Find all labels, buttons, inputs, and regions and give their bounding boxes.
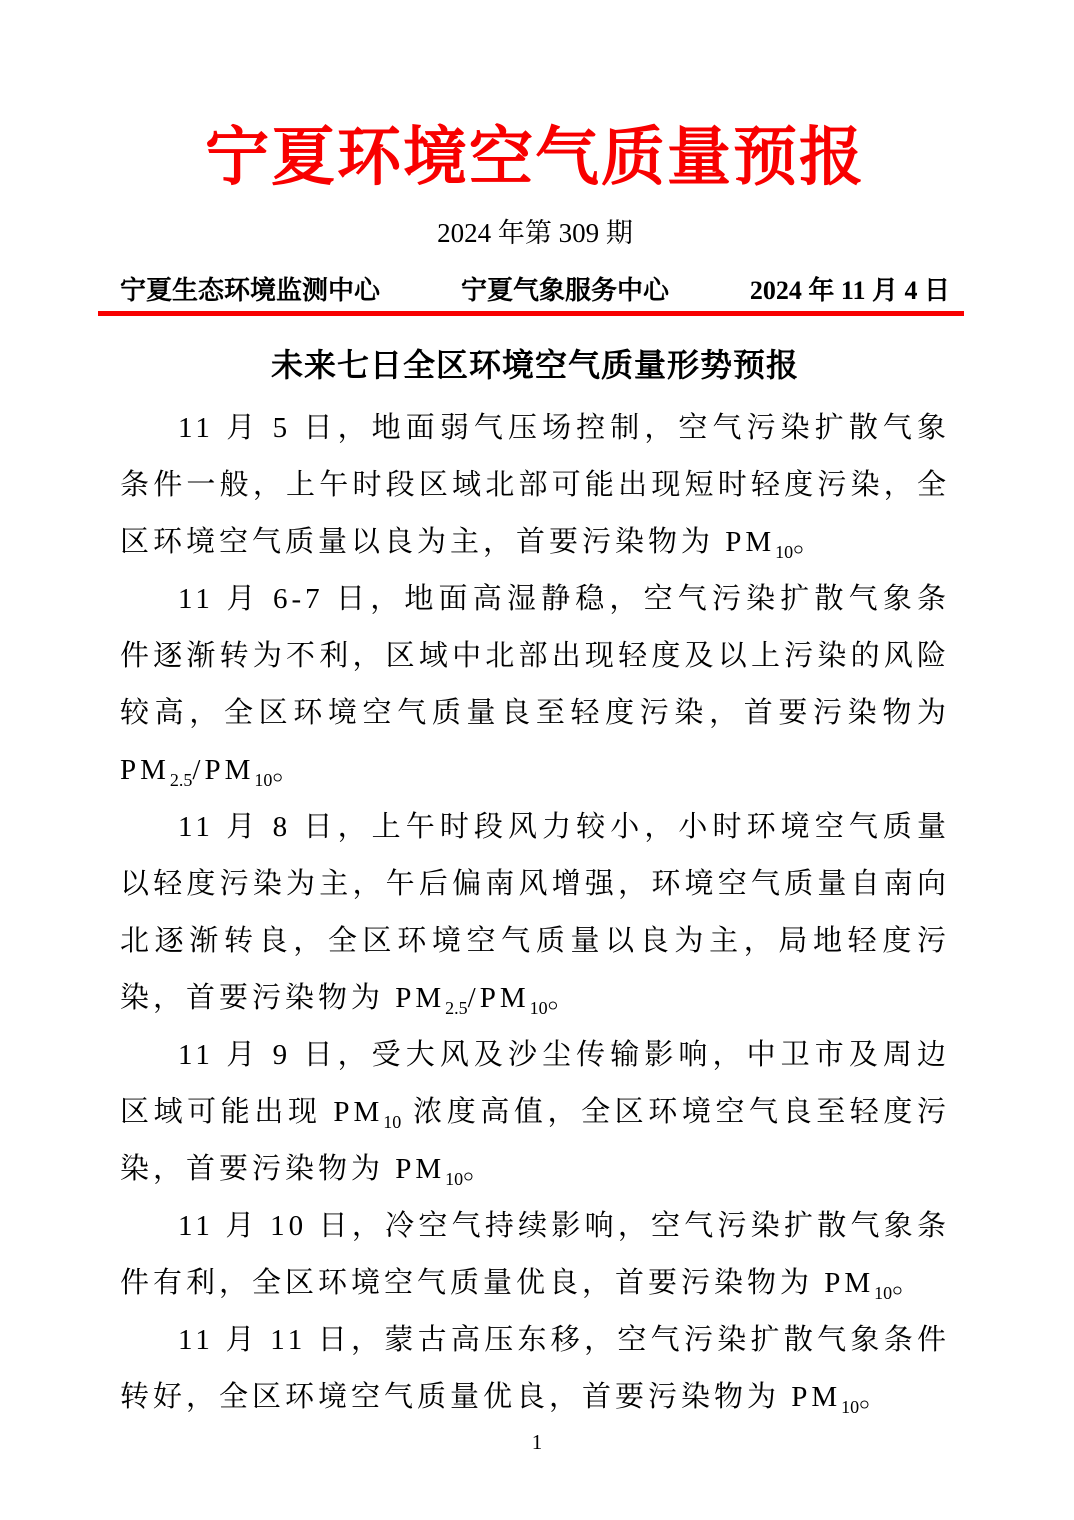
page-number: 1 bbox=[531, 1430, 543, 1454]
section-title: 未来七日全区环境空气质量形势预报 bbox=[270, 347, 799, 383]
publish-date: 2024 年 11 月 4 日 bbox=[749, 276, 950, 305]
forecast-body bbox=[120, 400, 950, 1426]
forecast-paragraph: 11 月 6-7 日，地面高湿静稳，空气污染扩散气象条件逐渐转为不利，区域中北部出现轻度及以上污染的风险较高，全区环境空气质量良至轻度污染，首要污染物为 $PM_{2.5}/PM_{10}$。 bbox=[120, 583, 950, 790]
publisher-center: 宁夏气象服务中心 bbox=[460, 276, 669, 305]
forecast-paragraph: 11 月 9 日，受大风及沙尘传输影响，中卫市及周边区域可能出现 $PM_{10}$ 浓度高值，全区环境空气良至轻度污染，首要污染物为 $PM_{10}$。 bbox=[120, 1039, 950, 1189]
forecast-paragraph: 11 月 10 日，冷空气持续影响，空气污染扩散气象条件有利，全区环境空气质量优良，首要污染物为 $PM_{10}$。 bbox=[120, 1210, 950, 1303]
issue-line: 2024 年第 309 期 bbox=[437, 218, 633, 248]
forecast-paragraph: 11 月 5 日，地面弱气压场控制，空气污染扩散气象条件一般，上午时段区域北部可能出现短时轻度污染，全区环境空气质量以良为主，首要污染物为 $PM_{10}$。 bbox=[120, 412, 950, 562]
publisher-left: 宁夏生态环境监测中心 bbox=[120, 276, 381, 305]
forecast-paragraph: 11 月 8 日，上午时段风力较小，小时环境空气质量以轻度污染为主，午后偏南风增强，环境空气质量自南向北逐渐转良，全区环境空气质量以良为主，局地轻度污染，首要污染物为 $PM_{2.5}/PM_{10}$。 bbox=[120, 811, 950, 1018]
page-title: 宁夏环境空气质量预报 bbox=[205, 122, 865, 193]
red-divider bbox=[98, 311, 964, 316]
publisher-row bbox=[120, 274, 950, 307]
forecast-paragraph: 11 月 11 日，蒙古高压东移，空气污染扩散气象条件转好，全区环境空气质量优良，首要污染物为 $PM_{10}$。 bbox=[120, 1324, 950, 1417]
